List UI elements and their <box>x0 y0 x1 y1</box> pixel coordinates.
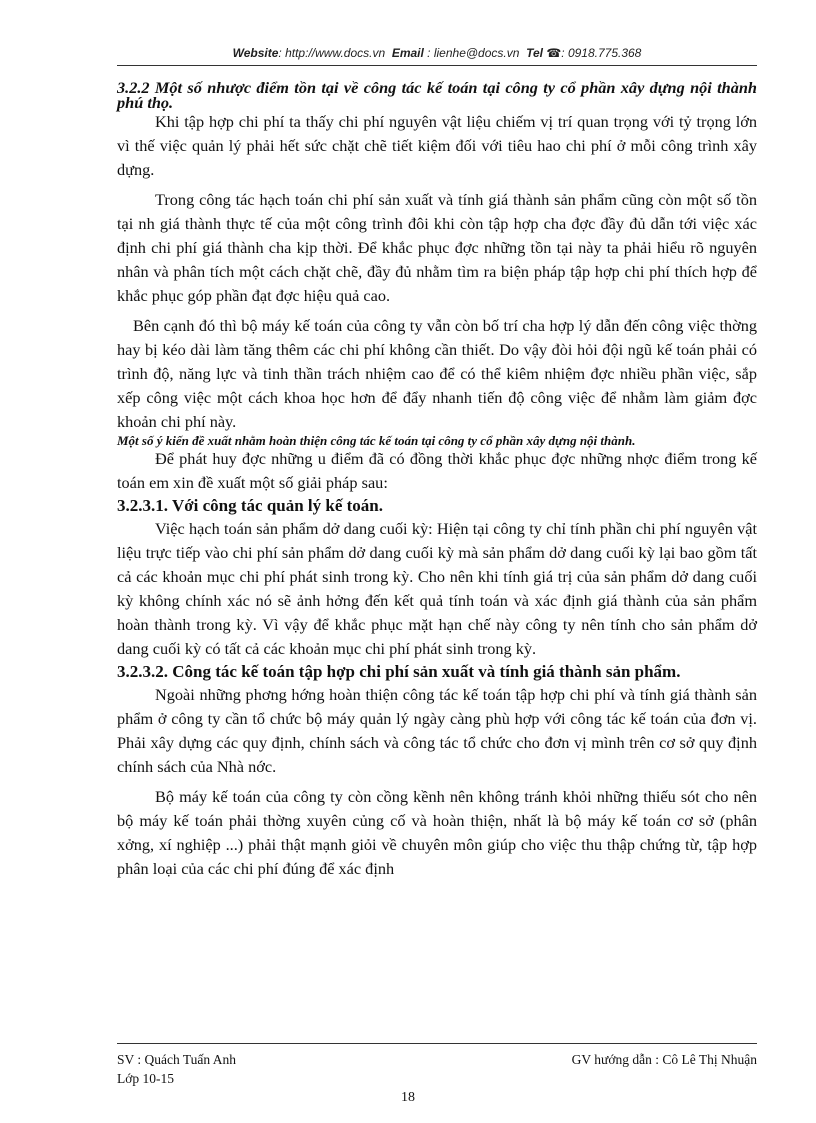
heading-3-2-2: 3.2.2 Một số nhược điểm tồn tại về công tác kế toán tại công ty cổ phần xây dựng nội thành phú thọ. <box>117 78 757 112</box>
class-label: Lớp 10-15 <box>117 1071 175 1086</box>
paragraph-6: Ngoài những phơng hớng hoàn thiện công tác kế toán tập hợp chi phí và tính giá thành sản phẩm ở công ty cần tổ chức bộ máy quản lý ngày càng phù hợp với công tác kế toán của đơn vị. Phải xây dựng các quy định, chính sách và công tác tổ chức cho đơn vị mình trên cơ sở quy định chính sách của Nhà nớc. <box>117 685 757 776</box>
page-footer <box>117 1050 757 1088</box>
heading-proposals: Một số ý kiến đề xuất nhằm hoàn thiện công tác kế toán tại công ty cổ phần xây dựng nội thành. <box>117 433 636 448</box>
page-number: 18 <box>401 1090 415 1105</box>
paragraph-3: Bên cạnh đó thì bộ máy kế toán của công ty vẫn còn bố trí cha hợp lý dẫn đến công việc thờng hay bị kéo dài làm tăng thêm các chi phí không cần thiết. Do vậy đòi hỏi đội ngũ kế toán phải có trình độ, năng lực và tinh thần trách nhiệm cao để có thể kiêm nhiệm đợc nhiều phần việc, sắp xếp công việc một cách khoa học hơn để đẩy nhanh tiến độ công việc để nhằm làm giảm đợc khoản chi phí này. <box>117 316 757 431</box>
tel-value: : 0918.775.368 <box>561 46 642 60</box>
footer-divider <box>117 1043 757 1044</box>
document-body <box>117 80 757 881</box>
paragraph-7: Bộ máy kế toán của công ty còn cồng kềnh nên không tránh khỏi những thiếu sót cho nên bộ máy kế toán phải thờng xuyên củng cố và hoàn thiện, nhất là bộ máy kế toán cơ sở (phân xởng, xí nghiệp ...) phải thật mạnh giỏi về chuyên môn giúp cho việc thu thập chứng từ, tập hợp phân loại của các chi phí đúng để xác định <box>117 787 757 878</box>
heading-3-2-3-1: 3.2.3.1. Với công tác quản lý kế toán. <box>117 496 384 515</box>
paragraph-5: Việc hạch toán sản phẩm dở dang cuối kỳ: Hiện tại công ty chỉ tính phần chi phí nguyên vật liệu trực tiếp vào chi phí sản phẩm dở dang cuối kỳ mà sản phẩm dở dang cuối kỳ lại bao gồm tất cả các khoản mục chi phí phát sinh trong kỳ. Cho nên khi tính giá trị của sản phẩm dở dang cuối kỳ không chính xác nó sẽ ảnh hởng đến kết quả tính toán và xác định giá thành của sản phẩm hoàn thành trong kỳ. Vì vậy để khắc phục mặt hạn chế này công ty nên tính cho sản phẩm dở dang cuối kỳ có tất cả các khoản mục chi phí phát sinh trong kỳ. <box>117 519 757 658</box>
paragraph-4: Để phát huy đợc những u điểm đã có đồng thời khắc phục đợc những nhợc điểm trong kế toán em xin đề xuất một số giải pháp sau: <box>117 449 757 492</box>
page-header <box>117 46 757 60</box>
header-divider <box>117 65 757 66</box>
email-label: Email <box>391 46 424 60</box>
paragraph-2: Trong công tác hạch toán chi phí sản xuất và tính giá thành sản phẩm cũng còn một số tồn tại nh giá thành thực tế của một công trình đôi khi còn tập hợp cha đợc đầy đủ dẫn tới việc xác định chi phí giá thành cha kịp thời. Để khắc phục đợc những tồn tại này ta phải hiểu rõ nguyên nhân và phân tích một cách chặt chẽ, đầy đủ nhằm tìm ra biện pháp tập hợp chi phí thích hợp để khắc phục góp phần đạt đợc hiệu quả cao. <box>117 190 757 305</box>
email-value[interactable]: : lienhe@docs.vn <box>427 46 520 60</box>
student-name: SV : Quách Tuấn Anh <box>117 1052 237 1067</box>
advisor-name: GV hướng dẫn : Cô Lê Thị Nhuận <box>571 1052 757 1067</box>
heading-3-2-3-2: 3.2.3.2. Công tác kế toán tập hợp chi phí sản xuất và tính giá thành sản phẩm. <box>117 662 681 681</box>
tel-label: Tel <box>526 46 543 60</box>
phone-icon: ☎ <box>546 46 562 60</box>
website-value[interactable]: : http://www.docs.vn <box>278 46 386 60</box>
website-label: Website <box>232 46 279 60</box>
paragraph-1: Khi tập hợp chi phí ta thấy chi phí nguyên vật liệu chiếm vị trí quan trọng với tỷ trọng lớn vì thế việc quản lý phải hết sức chặt chẽ tiết kiệm đối với tiêu hao chi phí ở mỗi công trình xây dựng. <box>117 112 757 179</box>
